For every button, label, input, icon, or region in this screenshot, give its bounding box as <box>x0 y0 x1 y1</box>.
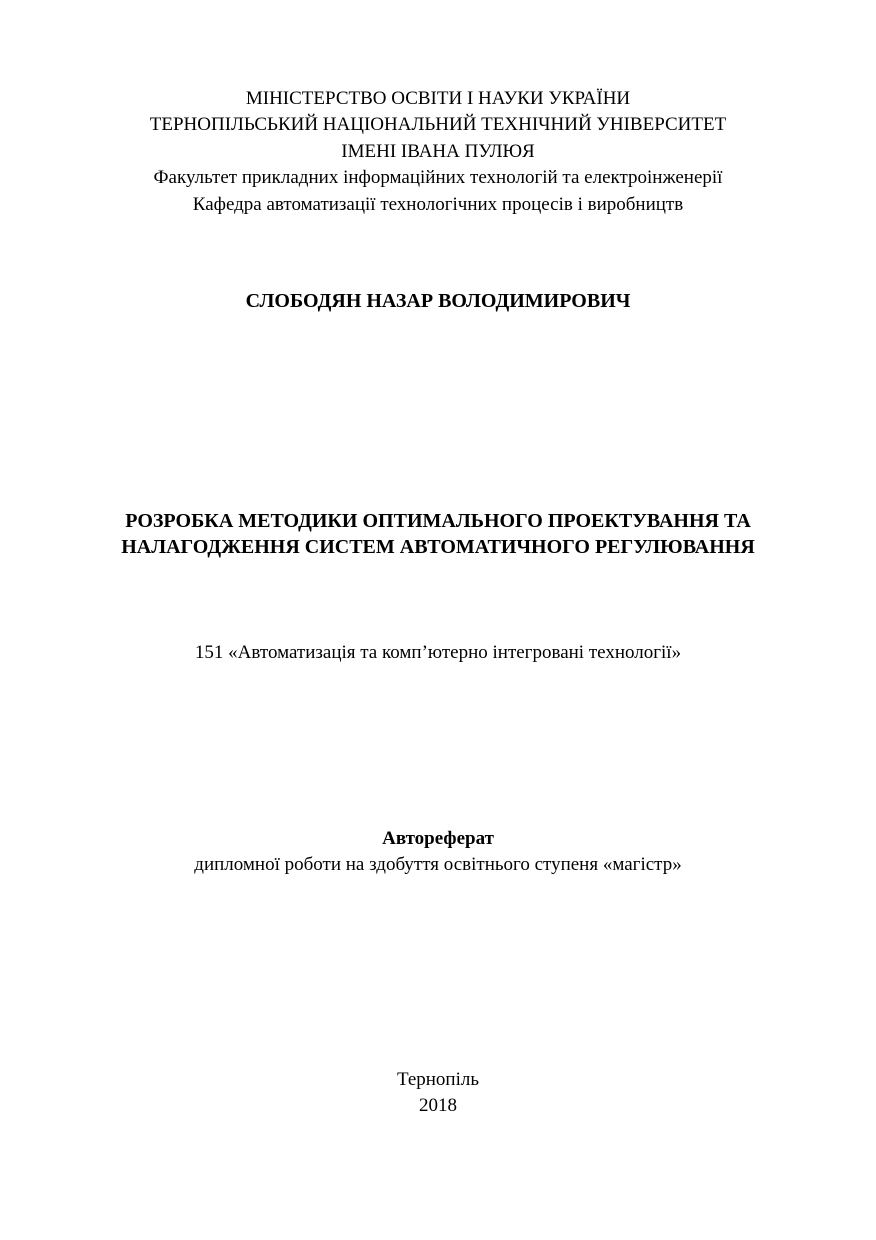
document-description: дипломної роботи на здобуття освітнього ступеня «магістр» <box>194 854 682 875</box>
department-name: Кафедра автоматизації технологічних процесів і виробництв <box>192 194 684 215</box>
city: Тернопіль <box>396 1069 480 1090</box>
author-name: СЛОБОДЯН НАЗАР ВОЛОДИМИРОВИЧ <box>245 290 631 312</box>
university-named-after: ІМЕНІ ІВАНА ПУЛЮЯ <box>341 141 535 162</box>
thesis-title-line-1: РОЗРОБКА МЕТОДИКИ ОПТИМАЛЬНОГО ПРОЕКТУВАННЯ ТА <box>125 510 751 532</box>
thesis-title-line-2: НАЛАГОДЖЕННЯ СИСТЕМ АВТОМАТИЧНОГО РЕГУЛЮВАННЯ <box>121 536 755 558</box>
document-type: Автореферат <box>382 828 494 849</box>
university-name: ТЕРНОПІЛЬСЬКИЙ НАЦІОНАЛЬНИЙ ТЕХНІЧНИЙ УНІВЕРСИТЕТ <box>149 114 727 135</box>
specialty: 151 «Автоматизація та комп’ютерно інтегровані технології» <box>194 642 682 663</box>
year: 2018 <box>419 1095 457 1116</box>
faculty-name: Факультет прикладних інформаційних технологій та електроінженерії <box>153 167 723 188</box>
ministry-name: МІНІСТЕРСТВО ОСВІТИ І НАУКИ УКРАЇНИ <box>245 88 631 109</box>
